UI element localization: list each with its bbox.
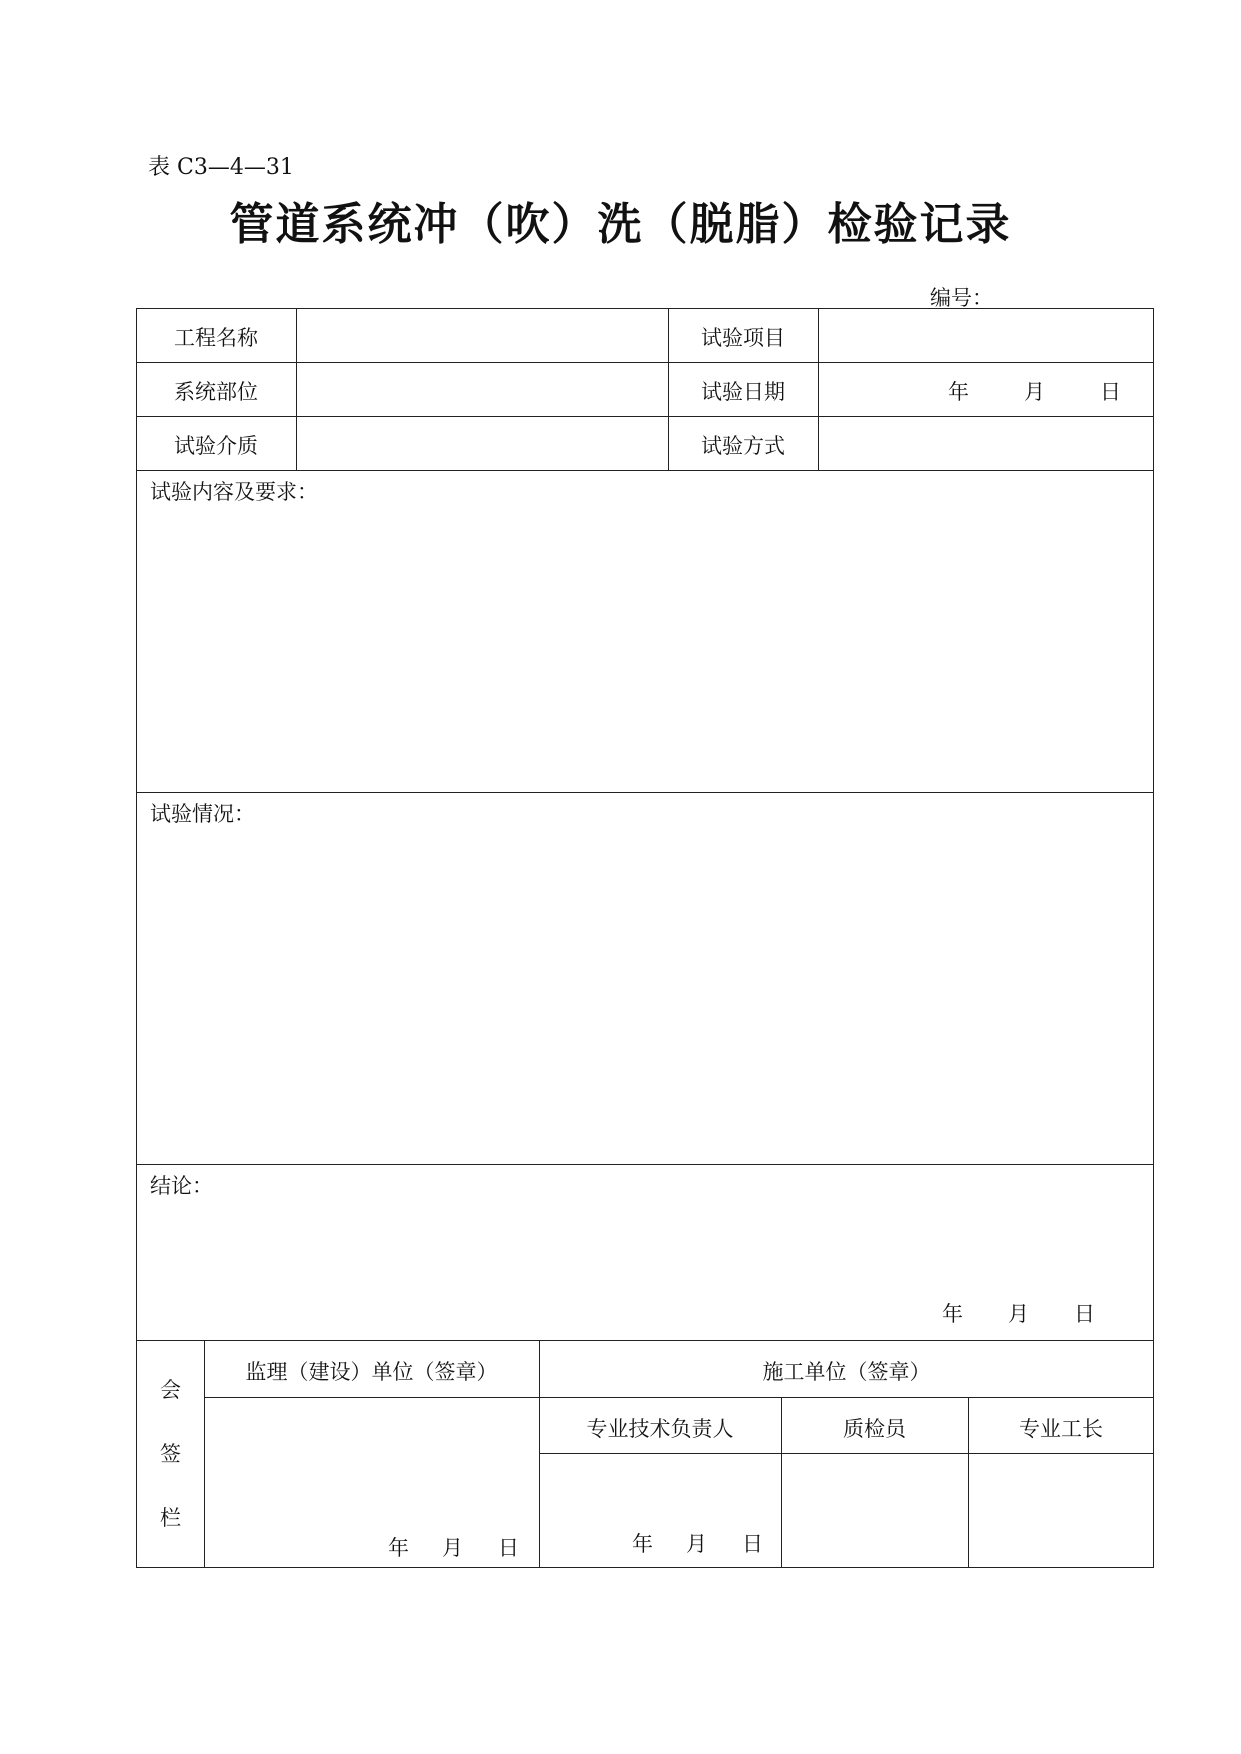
col-divider — [296, 308, 297, 470]
signoff-divider — [204, 1397, 1154, 1398]
construction-date-year: 年 — [632, 1532, 653, 1556]
test-date-month: 月 — [1024, 380, 1045, 404]
supervision-date-day: 日 — [498, 1536, 519, 1560]
supervision-date-month: 月 — [442, 1536, 463, 1560]
supervision-unit-label: 监理（建设）单位（签章） — [245, 1360, 498, 1384]
quality-inspector-label: 质检员 — [843, 1417, 906, 1441]
situation-label: 试验情况： — [150, 802, 255, 826]
system-part-label: 系统部位 — [174, 380, 258, 404]
test-method-label: 试验方式 — [701, 434, 785, 458]
construction-date-month: 月 — [686, 1532, 707, 1556]
row-divider — [136, 470, 1154, 471]
page-title: 管道系统冲（吹）洗（脱脂）检验记录 — [229, 199, 1012, 250]
requirements-label: 试验内容及要求： — [150, 480, 318, 504]
technical-lead-signature-area[interactable] — [549, 1460, 771, 1516]
test-medium-label: 试验介质 — [174, 434, 258, 458]
row-divider — [136, 362, 1154, 363]
conclusion-date-day: 日 — [1074, 1302, 1095, 1326]
test-date-day: 日 — [1100, 380, 1121, 404]
signoff-side-char: 签 — [160, 1442, 181, 1466]
row-divider — [136, 1340, 1154, 1341]
row-divider — [136, 792, 1154, 793]
conclusion-date-year: 年 — [942, 1302, 963, 1326]
conclusion-label: 结论： — [150, 1174, 213, 1198]
foreman-signature-area[interactable] — [978, 1460, 1144, 1560]
number-label: 编号： — [930, 286, 993, 310]
row-divider — [136, 1164, 1154, 1165]
test-date-label: 试验日期 — [701, 380, 785, 404]
foreman-label: 专业工长 — [1019, 1417, 1103, 1441]
form-id: 表 C3—4—31 — [148, 155, 294, 180]
technical-lead-label: 专业技术负责人 — [586, 1417, 734, 1441]
construction-date-day: 日 — [742, 1532, 763, 1556]
signoff-divider — [539, 1453, 1154, 1454]
supervision-date-year: 年 — [388, 1536, 409, 1560]
col-divider — [818, 308, 819, 470]
signoff-side-char: 栏 — [160, 1506, 181, 1530]
construction-unit-label: 施工单位（签章） — [762, 1360, 931, 1384]
conclusion-date-month: 月 — [1008, 1302, 1029, 1326]
test-item-label: 试验项目 — [701, 326, 785, 350]
signoff-side-char: 会 — [160, 1378, 181, 1402]
row-divider — [136, 416, 1154, 417]
project-name-label: 工程名称 — [174, 326, 258, 350]
test-date-year: 年 — [948, 380, 969, 404]
supervision-signature-area[interactable] — [214, 1460, 529, 1520]
quality-inspector-signature-area[interactable] — [791, 1460, 958, 1560]
